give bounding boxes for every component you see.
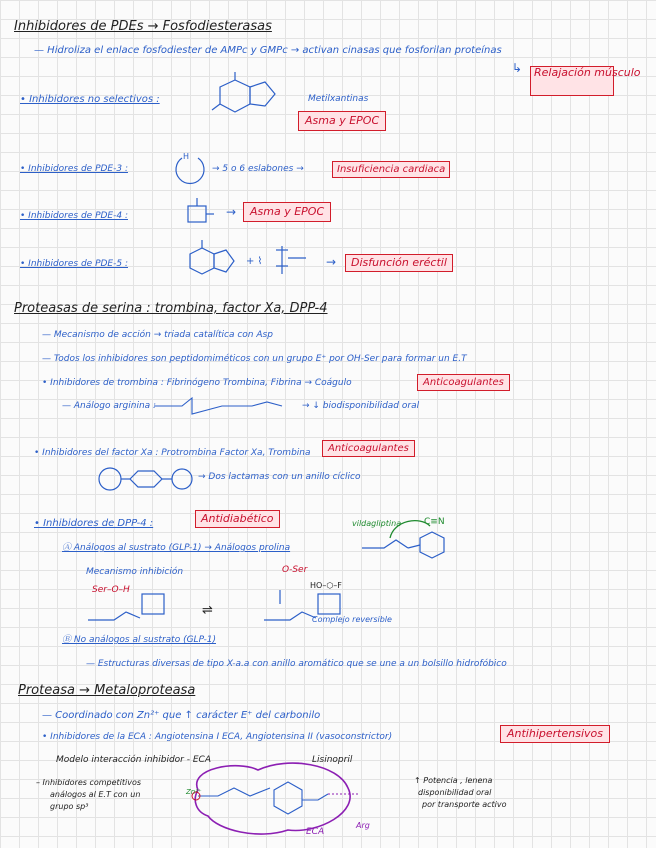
section-title-metalloprotease: Proteasa → Metaloproteasa: [18, 683, 196, 698]
lactams-note: → Dos lactamas con un anillo cíclico: [198, 472, 361, 482]
zinc-coordination-line: — Coordinado con Zn²⁺ que ↑ carácter E⁺ del carbonilo: [42, 710, 321, 721]
xanthine-structure-icon: [200, 72, 300, 122]
svg-text:⇌: ⇌: [202, 603, 213, 618]
section-title-pde: Inhibidores de PDEs → Fosfodiesterasas: [14, 19, 272, 34]
relaxation-box: Relajación músculo: [530, 66, 614, 96]
antihypertensive-box: Antihipertensivos: [500, 725, 610, 743]
factor-xa-structure-icon: [96, 464, 196, 494]
dpp4-inhibitors: • Inhibidores de DPP-4 :: [34, 518, 154, 529]
pde4-structure-icon: [184, 196, 224, 228]
serine-mechanism-line: — Mecanismo de acción → triada catalítica con Asp: [42, 330, 273, 340]
ser-oh-label: Ser–O–H: [92, 585, 130, 595]
methylxanthines-label: Metilxantinas: [308, 94, 369, 104]
potency-line-1: ↑ Potencia , lenena: [414, 776, 493, 785]
section-title-serine: Proteasas de serina : trombina, factor Xa, DPP-4: [14, 301, 328, 316]
vildagliptin-structure-icon: [360, 510, 460, 562]
lactam-ring-icon: [170, 150, 210, 186]
competitive-line-1: – Inhibidores competitivos: [36, 778, 142, 787]
anticoagulants-box-1: Anticoagulantes: [417, 374, 510, 391]
o-ser-label: O-Ser: [282, 565, 308, 575]
pde-mechanism-line: — Hidroliza el enlace fosfodiester de AMPc y GMPc → activan cinasas que fosforilan proteínas: [34, 45, 502, 56]
nonselective-inhibitors: • Inhibidores no selectivos :: [20, 94, 160, 105]
potency-line-2: disponibilidad oral: [418, 788, 492, 797]
arginine-analog-label: — Análogo arginina :: [62, 401, 157, 411]
arginine-structure-icon: [152, 392, 302, 422]
pde4-inhibitors: • Inhibidores de PDE-4 :: [20, 211, 128, 221]
substrate-analogs: Ⓐ Análogos al sustrato (GLP-1) → Análogos prolina: [62, 543, 291, 553]
arrow-hook-icon: ↳: [512, 61, 523, 75]
svg-text:+ ⌇: + ⌇: [246, 256, 263, 267]
ace-interaction-diagram-icon: [178, 760, 378, 842]
inhibition-mechanism-label: Mecanismo inhibición: [86, 567, 184, 577]
zinc-label: Zn²⁺: [186, 788, 202, 796]
sildenafil-structure-icon: [172, 236, 322, 284]
diverse-structures-line: — Estructuras diversas de tipo X-a.a con anillo aromático que se une a un bolsillo hidrofóbico: [86, 659, 507, 669]
erectile-dysfunction-box: Disfunción eréctil: [345, 254, 453, 272]
captopril-label: Lisinopril: [312, 755, 353, 765]
arrow-right-icon: →: [226, 205, 237, 219]
thrombin-inhibitors: • Inhibidores de trombina : Fibrinógeno Trombina, Fibrina → Coágulo: [42, 378, 352, 388]
ace-enzyme-label: ECA: [306, 827, 325, 837]
arginine-residue-label: Arg: [356, 821, 370, 830]
peptidomimetic-line: — Todos los inhibidores son peptidomiméticos con un grupo E⁺ por OH-Ser para formar un E.T: [42, 354, 467, 364]
reversible-complex-label: Complejo reversible: [312, 615, 392, 624]
asthma-box-2: Asma y EPOC: [243, 202, 331, 222]
arrow-right-icon: →: [326, 255, 337, 269]
ace-inhibitors: • Inhibidores de la ECA : Angiotensina I ECA, Angiotensina II (vasoconstrictor): [42, 732, 393, 742]
pde3-inhibitors: • Inhibidores de PDE-3 :: [20, 164, 128, 174]
svg-text:C≡N: C≡N: [424, 517, 445, 527]
anticoagulants-box-2: Anticoagulantes: [322, 440, 415, 457]
asthma-box-1: Asma y EPOC: [298, 111, 386, 131]
heart-failure-box: Insuficiencia cardiaca: [332, 161, 450, 178]
pde3-ring-note: → 5 o 6 eslabones →: [212, 164, 304, 174]
factor-xa-inhibitors: • Inhibidores del factor Xa : Protrombina Factor Xa, Trombina: [34, 448, 311, 458]
potency-line-3: por transporte activo: [422, 800, 507, 809]
ace-model-label: Modelo interacción inhibidor - ECA: [56, 755, 211, 765]
vildagliptin-label: vildagliptina: [352, 519, 402, 528]
pde5-inhibitors: • Inhibidores de PDE-5 :: [20, 259, 128, 269]
svg-text:HO–⬡–F: HO–⬡–F: [310, 581, 342, 590]
competitive-line-3: grupo sp³: [50, 802, 89, 811]
antidiabetic-box: Antidiabético: [195, 510, 280, 528]
svg-text:H: H: [183, 152, 190, 161]
non-substrate-analogs: Ⓑ No análogos al sustrato (GLP-1): [62, 635, 216, 645]
competitive-line-2: análogos al E.T con un: [50, 790, 141, 799]
arginine-note: → ↓ biodisponibilidad oral: [302, 401, 420, 411]
